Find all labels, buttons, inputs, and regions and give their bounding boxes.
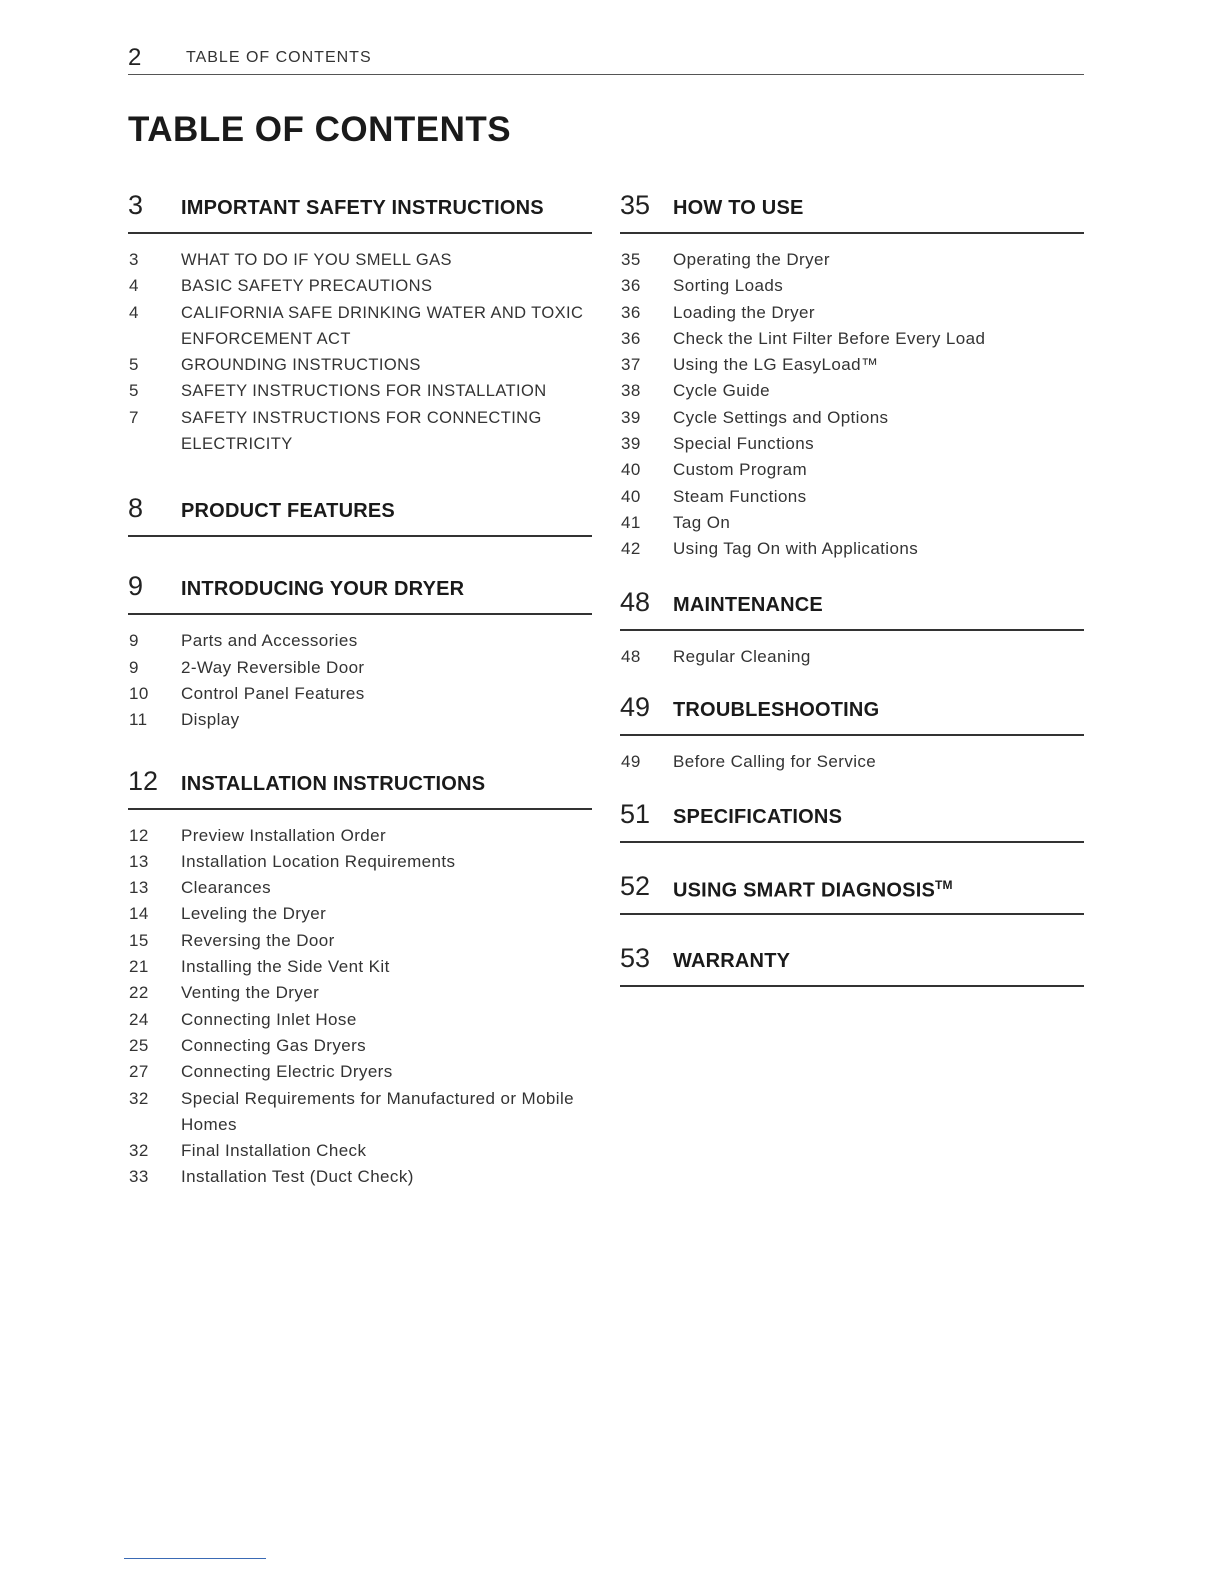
toc-entry[interactable] xyxy=(128,875,592,901)
toc-entry[interactable] xyxy=(620,352,1084,378)
section-heading[interactable] xyxy=(620,945,1084,987)
toc-entry[interactable] xyxy=(128,1164,592,1190)
toc-entry[interactable] xyxy=(128,681,592,707)
section-title-text: MAINTENANCE xyxy=(673,593,823,616)
entry-title: Steam Functions xyxy=(673,486,807,506)
entry-page-number: 36 xyxy=(621,328,641,348)
entry-title: Special Functions xyxy=(673,434,814,454)
entry-page-number: 13 xyxy=(129,851,149,871)
section-title xyxy=(673,699,879,722)
entry-title: Control Panel Features xyxy=(181,683,365,703)
section-heading[interactable] xyxy=(620,192,1084,234)
section-page-number: 12 xyxy=(128,765,159,796)
entry-page-number: 37 xyxy=(621,355,641,375)
section-entries xyxy=(128,615,592,733)
entry-page-number: 33 xyxy=(129,1167,149,1187)
toc-section-troubleshooting xyxy=(620,691,1084,775)
section-page-number: 3 xyxy=(128,190,144,220)
section-title xyxy=(673,594,823,617)
entry-page-number: 39 xyxy=(621,407,641,427)
toc-entry[interactable] xyxy=(128,628,592,654)
toc-entry[interactable] xyxy=(620,484,1084,510)
toc-entry[interactable] xyxy=(620,431,1084,457)
toc-entry[interactable] xyxy=(128,707,592,733)
toc-entry[interactable] xyxy=(128,352,592,378)
entry-title: Parts and Accessories xyxy=(181,631,358,651)
entry-title: Tag On xyxy=(673,512,731,532)
toc-entry[interactable] xyxy=(620,378,1084,404)
entry-title: Regular Cleaning xyxy=(673,646,811,666)
entry-page-number: 14 xyxy=(129,904,149,924)
toc-entry[interactable] xyxy=(128,273,592,299)
entry-page-number: 21 xyxy=(129,957,149,977)
toc-entry[interactable] xyxy=(128,980,592,1006)
entry-title: CALIFORNIA SAFE DRINKING WATER AND TOXIC ENFORCEMENT ACT xyxy=(181,303,584,348)
entry-title: Display xyxy=(181,710,240,730)
section-title-text: SPECIFICATIONS xyxy=(673,806,843,829)
entry-title: BASIC SAFETY PRECAUTIONS xyxy=(181,277,433,296)
toc-entry[interactable] xyxy=(128,405,592,458)
entry-title: Final Installation Check xyxy=(181,1141,367,1161)
section-page-number: 51 xyxy=(620,799,651,830)
toc-section-product-features xyxy=(128,495,592,537)
section-title-text: INTRODUCING YOUR DRYER xyxy=(181,578,465,601)
toc-section-how-to-use xyxy=(620,192,1084,563)
entry-title: Special Requirements for Manufactured or Mobile Homes xyxy=(181,1088,574,1134)
toc-entry[interactable] xyxy=(128,954,592,980)
entry-title: Connecting Electric Dryers xyxy=(181,1062,393,1082)
entry-page-number: 12 xyxy=(129,825,149,845)
entry-page-number: 36 xyxy=(621,276,641,296)
toc-entry[interactable] xyxy=(128,300,592,353)
section-page-number: 48 xyxy=(620,586,651,617)
entry-title: Leveling the Dryer xyxy=(181,904,327,924)
toc-entry[interactable] xyxy=(128,849,592,875)
entry-title: WHAT TO DO IF YOU SMELL GAS xyxy=(181,251,452,269)
section-title-text: INSTALLATION INSTRUCTIONS xyxy=(181,772,486,795)
toc-entry[interactable] xyxy=(620,300,1084,326)
entry-page-number: 40 xyxy=(621,486,641,506)
section-title xyxy=(181,578,464,601)
page-number: 2 xyxy=(128,44,142,71)
running-header xyxy=(128,44,1084,75)
toc-section-warranty xyxy=(620,945,1084,987)
entry-title: Connecting Inlet Hose xyxy=(181,1009,357,1029)
section-title xyxy=(673,806,842,829)
entry-title: SAFETY INSTRUCTIONS FOR CONNECTING ELECTRICITY xyxy=(181,408,542,454)
entry-title: Installing the Side Vent Kit xyxy=(181,957,390,977)
section-heading[interactable] xyxy=(620,586,1084,631)
toc-entry[interactable] xyxy=(128,1033,592,1059)
section-title xyxy=(181,197,544,220)
section-entries xyxy=(128,234,592,457)
section-title-text: IMPORTANT SAFETY INSTRUCTIONS xyxy=(181,197,544,219)
entry-title: SAFETY INSTRUCTIONS FOR INSTALLATION xyxy=(181,382,547,401)
entry-page-number: 48 xyxy=(621,646,641,666)
entry-page-number: 7 xyxy=(129,407,139,427)
entry-page-number: 36 xyxy=(621,302,641,322)
trademark-superscript: TM xyxy=(935,878,953,893)
section-page-number: 53 xyxy=(620,943,651,974)
entry-page-number: 10 xyxy=(129,683,149,703)
entry-page-number: 32 xyxy=(129,1141,149,1161)
running-title: TABLE OF CONTENTS xyxy=(186,49,372,66)
toc-entry[interactable] xyxy=(128,928,592,954)
section-heading[interactable] xyxy=(128,573,592,615)
toc-entry[interactable] xyxy=(620,273,1084,299)
section-title xyxy=(673,197,804,220)
entry-page-number: 15 xyxy=(129,930,149,950)
entry-page-number: 42 xyxy=(621,539,641,559)
toc-entry[interactable] xyxy=(128,1138,592,1164)
toc-entry[interactable] xyxy=(128,901,592,927)
section-page-number: 8 xyxy=(128,493,144,524)
section-title-text: USING SMART DIAGNOSIS xyxy=(673,879,935,902)
entry-page-number: 25 xyxy=(129,1035,149,1055)
entry-page-number: 13 xyxy=(129,878,149,898)
toc-entry[interactable] xyxy=(620,749,1084,775)
section-title-text: HOW TO USE xyxy=(673,197,804,219)
section-heading[interactable] xyxy=(128,495,592,537)
toc-section-introducing-your-dryer xyxy=(128,573,592,733)
section-heading[interactable] xyxy=(128,765,592,810)
entry-title: GROUNDING INSTRUCTIONS xyxy=(181,356,421,375)
section-heading[interactable] xyxy=(128,192,592,234)
entry-title: Cycle Guide xyxy=(673,381,770,401)
entry-page-number: 39 xyxy=(621,434,641,454)
toc-right-column xyxy=(620,192,1084,987)
section-title xyxy=(181,773,485,796)
entry-title: 2-Way Reversible Door xyxy=(181,657,365,677)
section-entries xyxy=(620,736,1084,775)
entry-page-number: 9 xyxy=(129,631,139,651)
entry-title: Preview Installation Order xyxy=(181,825,387,845)
entry-page-number: 22 xyxy=(129,983,149,1003)
entry-title: Before Calling for Service xyxy=(673,751,877,771)
section-page-number: 49 xyxy=(620,691,651,722)
section-entries xyxy=(620,631,1084,670)
entry-page-number: 38 xyxy=(621,381,641,401)
entry-page-number: 5 xyxy=(129,381,139,401)
entry-title: Operating the Dryer xyxy=(673,250,830,269)
toc-entry[interactable] xyxy=(128,1086,592,1139)
section-title-text: WARRANTY xyxy=(673,950,791,973)
section-title-text: PRODUCT FEATURES xyxy=(181,500,395,523)
entry-page-number: 3 xyxy=(129,250,139,269)
entry-page-number: 35 xyxy=(621,250,641,269)
entry-title: Using the LG EasyLoad™ xyxy=(673,355,879,375)
entry-page-number: 9 xyxy=(129,657,139,677)
toc-entry[interactable] xyxy=(620,536,1084,562)
entry-title: Installation Location Requirements xyxy=(181,851,456,871)
toc-section-using-smart-diagnosis xyxy=(620,873,1084,915)
entry-page-number: 11 xyxy=(129,710,148,730)
toc-section-maintenance xyxy=(620,586,1084,670)
entry-page-number: 4 xyxy=(129,276,139,296)
section-page-number: 9 xyxy=(128,571,144,602)
entry-title: Venting the Dryer xyxy=(181,983,320,1003)
toc-entry[interactable] xyxy=(620,644,1084,670)
entry-title: Cycle Settings and Options xyxy=(673,407,889,427)
toc-entry[interactable] xyxy=(128,655,592,681)
section-title xyxy=(673,878,953,903)
toc-entry[interactable] xyxy=(620,326,1084,352)
entry-title: Clearances xyxy=(181,878,271,898)
entry-title: Using Tag On with Applications xyxy=(673,539,919,559)
section-title-text: TROUBLESHOOTING xyxy=(673,698,880,721)
entry-title: Check the Lint Filter Before Every Load xyxy=(673,328,986,348)
section-page-number: 52 xyxy=(620,871,651,902)
toc-entry[interactable] xyxy=(128,378,592,404)
toc-entry[interactable] xyxy=(620,247,1084,273)
entry-title: Installation Test (Duct Check) xyxy=(181,1167,414,1187)
entry-page-number: 5 xyxy=(129,355,139,375)
toc-section-installation-instructions xyxy=(128,765,592,1191)
entry-title: Reversing the Door xyxy=(181,930,335,950)
section-title xyxy=(181,500,395,523)
entry-title: Custom Program xyxy=(673,460,808,480)
section-heading[interactable] xyxy=(620,691,1084,736)
entry-page-number: 41 xyxy=(621,512,641,532)
entry-page-number: 49 xyxy=(621,751,641,771)
entry-page-number: 4 xyxy=(129,302,139,322)
toc-entry[interactable] xyxy=(128,247,592,273)
toc-left-column xyxy=(128,192,592,1191)
section-heading[interactable] xyxy=(620,801,1084,843)
entry-title: Sorting Loads xyxy=(673,276,784,296)
toc-section-specifications xyxy=(620,801,1084,843)
toc-entry[interactable] xyxy=(620,510,1084,536)
entry-page-number: 40 xyxy=(621,460,641,480)
toc-entry[interactable] xyxy=(128,823,592,849)
entry-page-number: 27 xyxy=(129,1062,149,1082)
footer-rule xyxy=(124,1558,266,1559)
section-title xyxy=(673,950,790,973)
entry-title: Connecting Gas Dryers xyxy=(181,1035,367,1055)
section-entries xyxy=(620,234,1084,563)
entry-page-number: 24 xyxy=(129,1009,149,1029)
toc-entry[interactable] xyxy=(128,1007,592,1033)
page-title: TABLE OF CONTENTS xyxy=(128,110,512,149)
toc-section-important-safety-instructions xyxy=(128,192,592,457)
section-page-number: 35 xyxy=(620,190,651,220)
entry-title: Loading the Dryer xyxy=(673,302,815,322)
section-heading[interactable] xyxy=(620,873,1084,915)
entry-page-number: 32 xyxy=(129,1088,149,1108)
section-entries xyxy=(128,810,592,1191)
toc-entry[interactable] xyxy=(620,405,1084,431)
toc-entry[interactable] xyxy=(128,1059,592,1085)
toc-entry[interactable] xyxy=(620,457,1084,483)
